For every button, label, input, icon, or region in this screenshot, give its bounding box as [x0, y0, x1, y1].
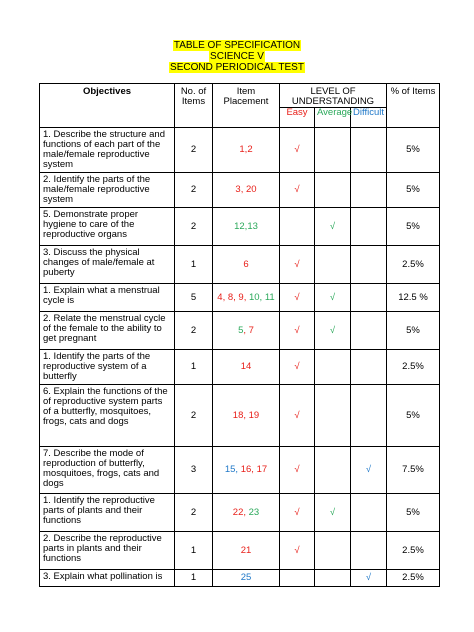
- table-row: [40, 284, 440, 312]
- item-placement-cell: [213, 570, 280, 587]
- difficult-check-cell: [351, 246, 387, 284]
- title-line-3: SECOND PERIODICAL TEST: [170, 62, 304, 73]
- header-objectives: Objectives: [40, 84, 175, 128]
- easy-check-cell: [280, 208, 315, 246]
- average-check-cell: [315, 532, 351, 570]
- objective-cell: 1. Describe the structure and functions of each part of the male/female reproductive system: [40, 128, 175, 173]
- item-placement-cell: [213, 350, 280, 385]
- title-line-1: TABLE OF SPECIFICATION: [173, 40, 301, 51]
- average-check-cell: √: [315, 494, 351, 532]
- percent-cell: 5%: [387, 173, 440, 208]
- item-number: 22,: [232, 506, 249, 518]
- table-row: [40, 570, 440, 587]
- items-count-cell: 1: [175, 532, 213, 570]
- percent-cell: 5%: [387, 128, 440, 173]
- item-placement-cell: [213, 494, 280, 532]
- item-number: 23: [248, 506, 260, 518]
- average-check-cell: √: [315, 208, 351, 246]
- item-number: 15,: [224, 464, 241, 475]
- table-row: [40, 494, 440, 532]
- item-placement-cell: [213, 173, 280, 208]
- table-row: [40, 173, 440, 208]
- table-row: [40, 385, 440, 447]
- table-row: [40, 208, 440, 246]
- easy-check-cell: √: [280, 385, 315, 447]
- item-number: 18, 19: [232, 409, 260, 421]
- percent-cell: 2.5%: [387, 532, 440, 570]
- easy-check-cell: √: [280, 246, 315, 284]
- difficult-check-cell: [351, 208, 387, 246]
- average-check-cell: [315, 447, 351, 494]
- header-average: Average: [315, 108, 351, 128]
- header-percent-items: % of Items: [387, 84, 440, 128]
- objective-cell: 2. Relate the menstrual cycle of the female to the ability to get pregnant: [40, 312, 175, 350]
- objective-cell: 3. Explain what pollination is: [40, 570, 175, 587]
- difficult-check-cell: [351, 350, 387, 385]
- easy-check-cell: √: [280, 284, 315, 312]
- item-number: 14: [240, 361, 252, 372]
- item-placement-cell: [213, 128, 280, 173]
- easy-check-cell: √: [280, 128, 315, 173]
- objective-cell: 2. Identify the parts of the male/female reproductive system: [40, 173, 175, 208]
- difficult-check-cell: [351, 284, 387, 312]
- table-row: [40, 246, 440, 284]
- difficult-check-cell: [351, 173, 387, 208]
- average-check-cell: √: [315, 312, 351, 350]
- easy-check-cell: √: [280, 350, 315, 385]
- header-no-items: No. of Items: [175, 84, 213, 128]
- item-placement-cell: [213, 246, 280, 284]
- difficult-check-cell: [351, 494, 387, 532]
- item-placement-cell: [213, 312, 280, 350]
- objective-cell: 1. Identify the reproductive parts of plants and their functions: [40, 494, 175, 532]
- percent-cell: 5%: [387, 494, 440, 532]
- easy-check-cell: √: [280, 173, 315, 208]
- average-check-cell: [315, 570, 351, 587]
- items-count-cell: 1: [175, 350, 213, 385]
- document-title: [0, 40, 474, 51]
- item-number: 12,13: [234, 220, 258, 232]
- item-number: 16, 17: [240, 464, 268, 475]
- objective-cell: 1. Explain what a menstrual cycle is: [40, 284, 175, 312]
- items-count-cell: 2: [175, 385, 213, 447]
- difficult-check-cell: [351, 128, 387, 173]
- percent-cell: 5%: [387, 208, 440, 246]
- percent-cell: 5%: [387, 385, 440, 447]
- objective-cell: 6. Explain the functions of the of reproductive system parts of a butterfly, mosquitoes, frogs, cats and dogs: [40, 385, 175, 447]
- header-difficult: Difficult: [351, 108, 387, 128]
- item-number: 10, 11: [246, 291, 275, 303]
- percent-cell: 2.5%: [387, 350, 440, 385]
- items-count-cell: 2: [175, 312, 213, 350]
- average-check-cell: [315, 173, 351, 208]
- item-placement-cell: [213, 385, 280, 447]
- average-check-cell: [315, 246, 351, 284]
- objective-cell: 7. Describe the mode of reproduction of butterfly, mosquitoes, frogs, cats and dogs: [40, 447, 175, 494]
- header-level-of-understanding: LEVEL OF UNDERSTANDING: [280, 84, 387, 108]
- objective-cell: 5. Demonstrate proper hygiene to care of the reproductive organs: [40, 208, 175, 246]
- specification-table: [39, 83, 440, 587]
- item-number: 3, 20: [235, 184, 257, 195]
- easy-check-cell: [280, 570, 315, 587]
- item-number: 7: [248, 324, 254, 336]
- item-number: 4, 8, 9,: [217, 291, 247, 303]
- items-count-cell: 5: [175, 284, 213, 312]
- percent-cell: 2.5%: [387, 570, 440, 587]
- items-count-cell: 2: [175, 128, 213, 173]
- table-row: [40, 447, 440, 494]
- item-number: 21: [240, 544, 252, 556]
- difficult-check-cell: √: [351, 570, 387, 587]
- table-row: [40, 128, 440, 173]
- table-row: [40, 312, 440, 350]
- objective-cell: 2. Describe the reproductive parts in plants and their functions: [40, 532, 175, 570]
- average-check-cell: [315, 350, 351, 385]
- objective-cell: 3. Discuss the physical changes of male/female at puberty: [40, 246, 175, 284]
- item-number: 5: [238, 324, 244, 336]
- header-item-placement: Item Placement: [213, 84, 280, 128]
- item-placement-cell: [213, 532, 280, 570]
- items-count-cell: 2: [175, 494, 213, 532]
- items-count-cell: 2: [175, 208, 213, 246]
- average-check-cell: [315, 128, 351, 173]
- percent-cell: 7.5%: [387, 447, 440, 494]
- item-placement-cell: [213, 447, 280, 494]
- percent-cell: 12.5 %: [387, 284, 440, 312]
- table-row: [40, 532, 440, 570]
- difficult-check-cell: [351, 312, 387, 350]
- average-check-cell: √: [315, 284, 351, 312]
- item-number: ,: [243, 324, 249, 336]
- easy-check-cell: √: [280, 494, 315, 532]
- table-row: [40, 350, 440, 385]
- items-count-cell: 2: [175, 173, 213, 208]
- header-easy: Easy: [280, 108, 315, 128]
- easy-check-cell: √: [280, 312, 315, 350]
- item-number: 1,2: [239, 144, 253, 155]
- percent-cell: 2.5%: [387, 246, 440, 284]
- average-check-cell: [315, 385, 351, 447]
- items-count-cell: 3: [175, 447, 213, 494]
- percent-cell: 5%: [387, 312, 440, 350]
- item-placement-cell: [213, 284, 280, 312]
- item-number: 6: [243, 258, 249, 270]
- easy-check-cell: √: [280, 447, 315, 494]
- item-placement-cell: [213, 208, 280, 246]
- item-number: 25: [240, 572, 252, 583]
- difficult-check-cell: [351, 532, 387, 570]
- easy-check-cell: √: [280, 532, 315, 570]
- items-count-cell: 1: [175, 246, 213, 284]
- title-line-2: SCIENCE V: [210, 51, 264, 62]
- objective-cell: 1. Identify the parts of the reproductive system of a butterfly: [40, 350, 175, 385]
- items-count-cell: 1: [175, 570, 213, 587]
- difficult-check-cell: [351, 385, 387, 447]
- difficult-check-cell: √: [351, 447, 387, 494]
